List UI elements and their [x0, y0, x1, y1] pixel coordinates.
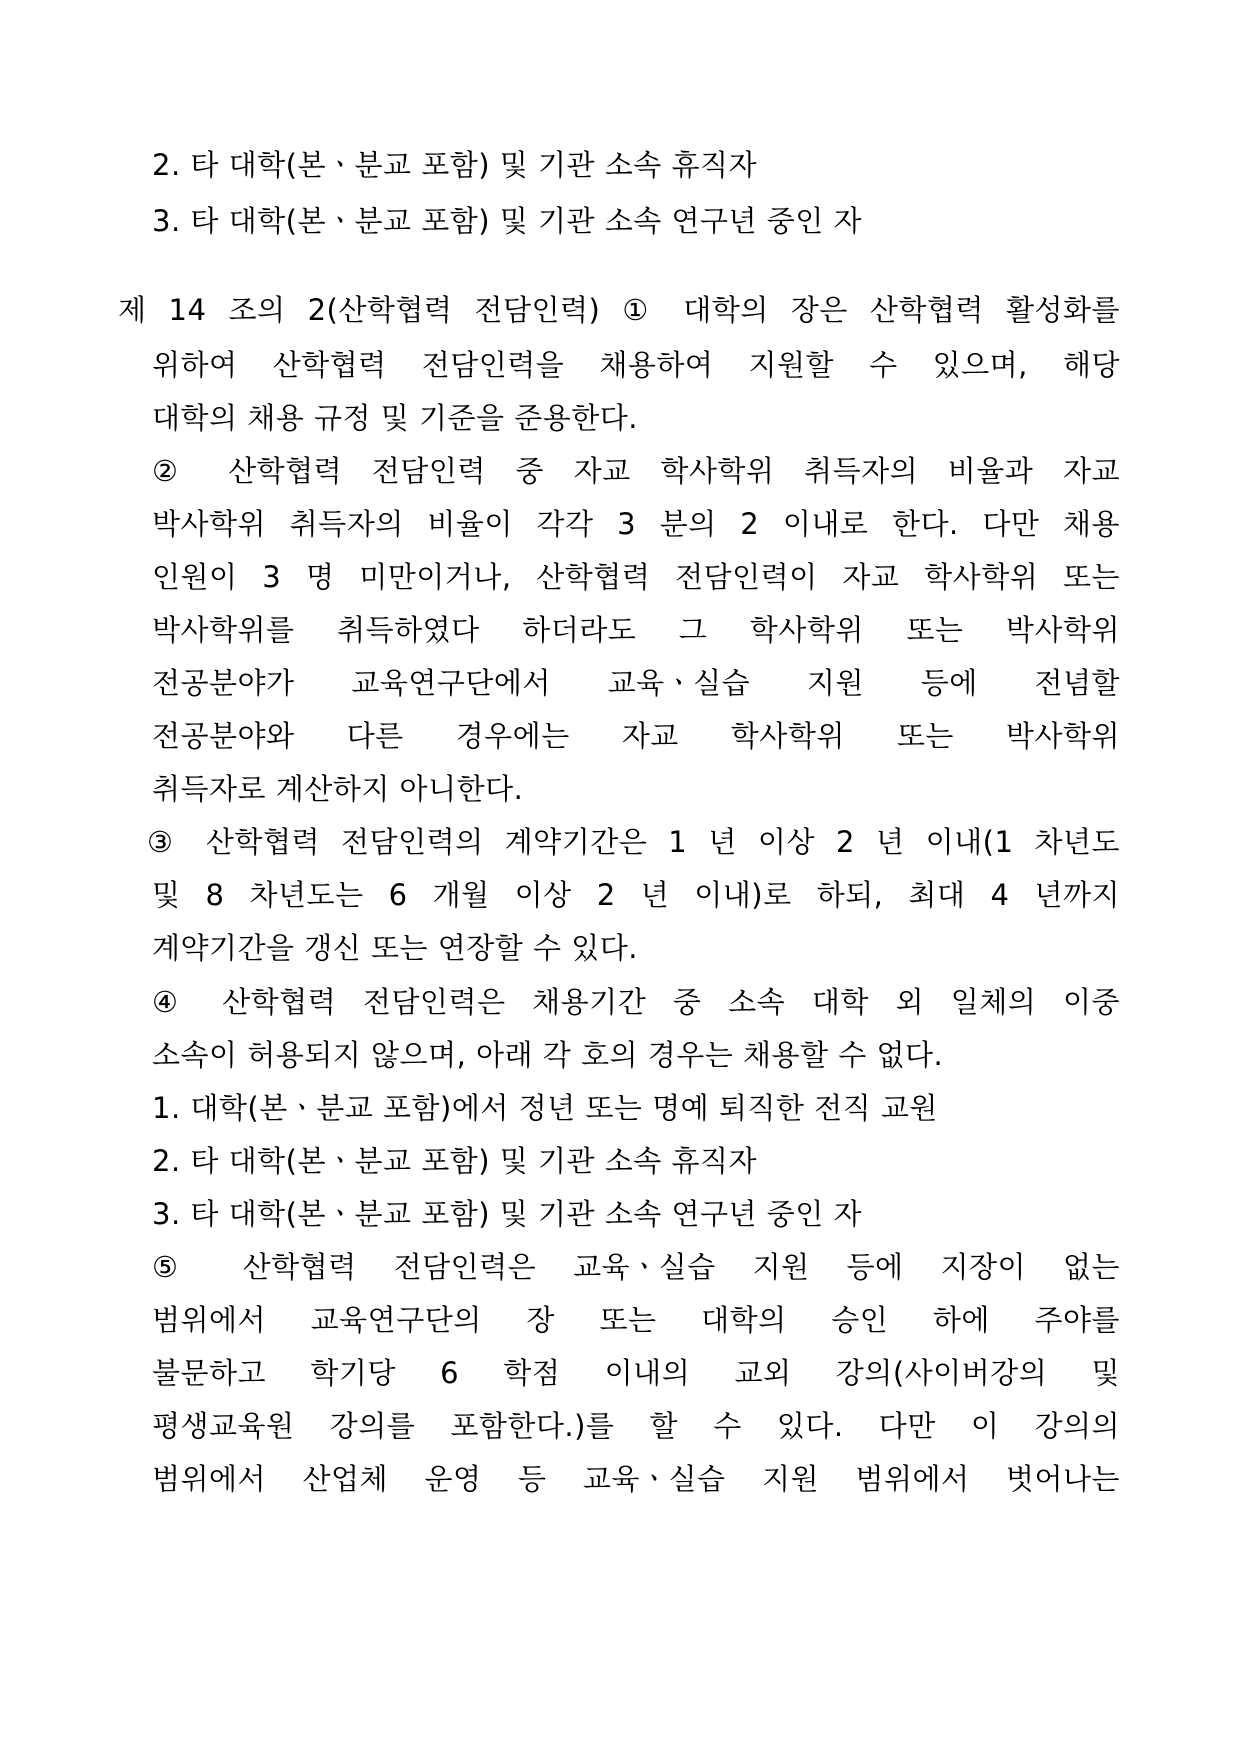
item-2-leave-of-absence: 2. 타 대학(본ㆍ분교 포함) 및 기관 소속 휴직자	[152, 148, 758, 182]
paragraph-line: 전공분야가 교육연구단에서 교육ㆍ실습 지원 등에 전념할	[152, 666, 1120, 700]
paragraph-line: 범위에서 교육연구단의 장 또는 대학의 승인 하에 주야를	[152, 1303, 1120, 1337]
paragraph-line: 인원이 3 명 미만이거나, 산학협력 전담인력이 자교 학사학위 또는	[152, 560, 1120, 594]
item-1-retired-faculty: 1. 대학(본ㆍ분교 포함)에서 정년 또는 명예 퇴직한 전직 교원	[152, 1091, 938, 1125]
paragraph-line: 계약기간을 갱신 또는 연장할 수 있다.	[152, 931, 639, 965]
clause-5-start: ⑤ 산학협력 전담인력은 교육ㆍ실습 지원 등에 지장이 없는	[152, 1250, 1120, 1284]
paragraph-line: 평생교육원 강의를 포함한다.)를 할 수 있다. 다만 이 강의의	[152, 1409, 1120, 1443]
item-2-leave-of-absence: 2. 타 대학(본ㆍ분교 포함) 및 기관 소속 휴직자	[152, 1144, 758, 1178]
paragraph-line: 박사학위를 취득하였다 하더라도 그 학사학위 또는 박사학위	[152, 613, 1120, 647]
article-14-2-heading: 제 14 조의 2(산학협력 전담인력) ① 대학의 장은 산학협력 활성화를	[118, 293, 1120, 327]
paragraph-line: 위하여 산학협력 전담인력을 채용하여 지원할 수 있으며, 해당	[152, 348, 1120, 382]
paragraph-line: 소속이 허용되지 않으며, 아래 각 호의 경우는 채용할 수 없다.	[152, 1038, 944, 1072]
clause-3-start: ③ 산학협력 전담인력의 계약기간은 1 년 이상 2 년 이내(1 차년도	[147, 825, 1120, 859]
clause-4-start: ④ 산학협력 전담인력은 채용기간 중 소속 대학 외 일체의 이중	[152, 985, 1120, 1019]
paragraph-line: 및 8 차년도는 6 개월 이상 2 년 이내)로 하되, 최대 4 년까지	[152, 878, 1120, 912]
item-3-sabbatical: 3. 타 대학(본ㆍ분교 포함) 및 기관 소속 연구년 중인 자	[152, 204, 863, 238]
paragraph-line: 박사학위 취득자의 비율이 각각 3 분의 2 이내로 한다. 다만 채용	[152, 507, 1120, 541]
paragraph-line: 불문하고 학기당 6 학점 이내의 교외 강의(사이버강의 및	[152, 1356, 1120, 1390]
item-3-sabbatical: 3. 타 대학(본ㆍ분교 포함) 및 기관 소속 연구년 중인 자	[152, 1197, 863, 1231]
paragraph-line: 전공분야와 다른 경우에는 자교 학사학위 또는 박사학위	[152, 719, 1120, 753]
paragraph-line: 대학의 채용 규정 및 기준을 준용한다.	[152, 401, 639, 435]
clause-2-start: ② 산학협력 전담인력 중 자교 학사학위 취득자의 비율과 자교	[152, 454, 1120, 488]
paragraph-line: 취득자로 계산하지 아니한다.	[152, 772, 524, 806]
paragraph-line: 범위에서 산업체 운영 등 교육ㆍ실습 지원 범위에서 벗어나는	[152, 1462, 1120, 1496]
